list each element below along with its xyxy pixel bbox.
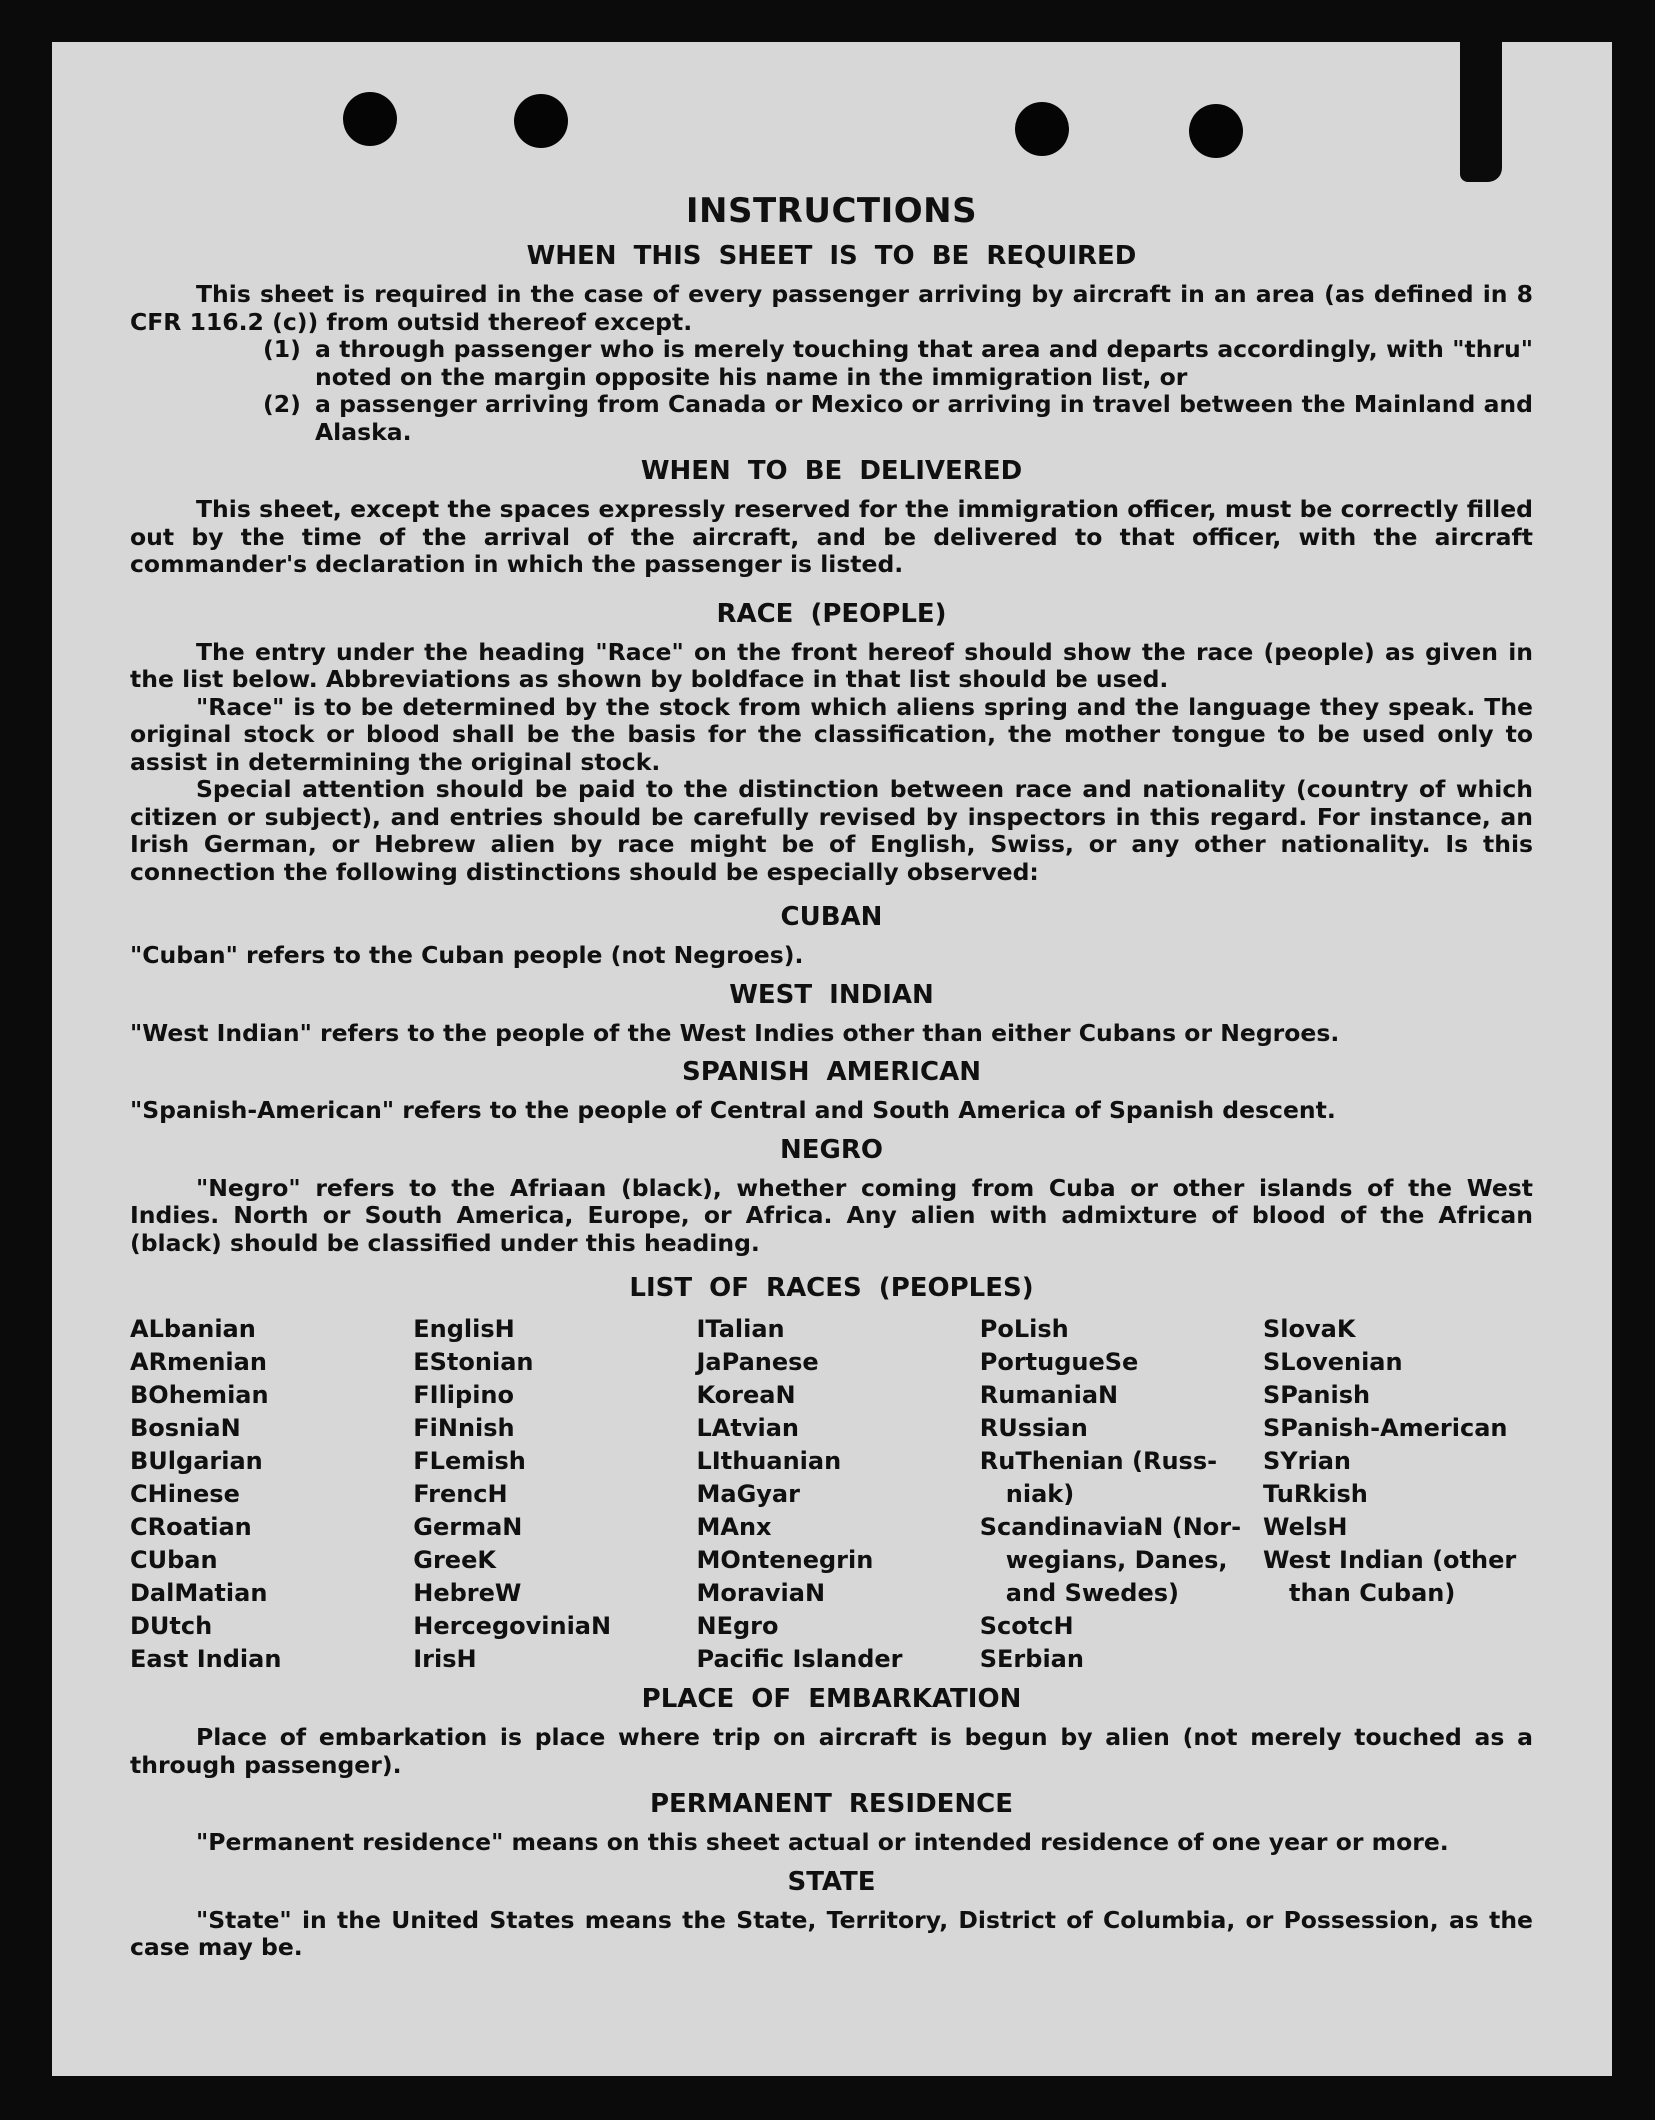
race-entry: wegians, Danes, — [1005, 1546, 1228, 1574]
item-text: a passenger arriving from Canada or Mexico or arriving in travel between the Mainland and Alaska. — [315, 390, 1533, 446]
exception-item — [263, 336, 1533, 391]
race-entry: SPanish — [1263, 1381, 1371, 1409]
race-entry: DUtch — [130, 1612, 213, 1640]
paragraph: "Cuban" refers to the Cuban people (not Negroes). — [130, 941, 804, 969]
race-entry: BUlgarian — [130, 1447, 263, 1475]
heading-spanish-american: SPANISH AMERICAN — [682, 1057, 981, 1087]
races-column — [130, 1313, 410, 1676]
race-entry: JaPanese — [696, 1348, 819, 1376]
instructions-content — [130, 147, 1533, 1962]
race-entry: East Indian — [130, 1645, 282, 1673]
race-entry: CUban — [130, 1546, 218, 1574]
race-entry: SPanish-American — [1263, 1414, 1508, 1442]
race-entry: SYrian — [1263, 1447, 1352, 1475]
race-entry: EStonian — [413, 1348, 534, 1376]
race-entry: BosniaN — [130, 1414, 241, 1442]
race-entry: West Indian (other — [1263, 1546, 1517, 1574]
races-column — [697, 1313, 977, 1676]
race-entry: FIlipino — [413, 1381, 515, 1409]
race-entry: CRoatian — [130, 1513, 252, 1541]
item-text: a through passenger who is merely touching that area and departs accordingly, with "thru" noted on the margin opposite his name in the immigration list, or — [315, 335, 1533, 391]
document-page — [52, 42, 1612, 2076]
race-entry: MAnx — [696, 1513, 772, 1541]
race-entry: niak) — [1005, 1480, 1075, 1508]
race-entry: RUssian — [979, 1414, 1088, 1442]
race-entry: MOntenegrin — [696, 1546, 874, 1574]
heading-when-delivered: WHEN TO BE DELIVERED — [640, 456, 1023, 486]
races-list — [130, 1313, 1533, 1676]
race-entry: DalMatian — [130, 1579, 268, 1607]
race-entry: PoLish — [979, 1315, 1069, 1343]
race-entry: NEgro — [696, 1612, 779, 1640]
race-entry: FiNnish — [413, 1414, 515, 1442]
paragraph: This sheet, except the spaces expressly reserved for the immigration officer, must be correctly filled out by the time of the arrival of the aircraft, and be delivered to that officer, with the aircraft commander's declaration in which the passenger is listed. — [130, 495, 1533, 578]
race-entry: LIthuanian — [696, 1447, 842, 1475]
paragraph: "West Indian" refers to the people of the West Indies other than either Cubans or Negroes. — [130, 1018, 1340, 1047]
paragraph: This sheet is required in the case of every passenger arriving by aircraft in an area (as defined in 8 CFR 116.2 (c)) from outsid thereof except. — [130, 280, 1533, 336]
race-entry: SErbian — [979, 1645, 1084, 1673]
race-entry: EnglisH — [413, 1315, 515, 1343]
race-entry: MaGyar — [696, 1480, 800, 1508]
paragraph: Special attention should be paid to the distinction between race and nationality (country of which citizen or subject), and entries should be carefully revised by inspectors in this regard. For instance, an Irish German, or Hebrew alien by race might be of English, Swiss, or any other nationality. Is this connection the following distinctions should be especially observed: — [130, 775, 1533, 886]
paragraph: The entry under the heading "Race" on the front hereof should show the race (people) as given in the list below. Abbreviations as shown by boldface in that list should be used. — [130, 637, 1533, 693]
heading-cuban: CUBAN — [780, 902, 883, 932]
race-entry: TuRkish — [1263, 1480, 1368, 1508]
race-entry: HercegoviniaN — [413, 1612, 612, 1640]
race-entry: WelsH — [1263, 1513, 1348, 1541]
race-entry: IrisH — [413, 1645, 477, 1673]
paragraph: "Spanish-American" refers to the people of Central and South America of Spanish descent. — [130, 1096, 1336, 1124]
races-column — [980, 1313, 1260, 1676]
heading-place-of-embarkation: PLACE OF EMBARKATION — [641, 1684, 1022, 1714]
item-number: (1) — [263, 335, 301, 363]
race-entry: HebreW — [413, 1579, 522, 1607]
race-entry: Pacific Islander — [696, 1645, 903, 1673]
race-entry: LAtvian — [696, 1414, 799, 1442]
race-entry: ITalian — [696, 1315, 785, 1343]
paragraph: "State" in the United States means the State, Territory, District of Columbia, or Possession, as the case may be. — [130, 1905, 1533, 1961]
race-entry: FLemish — [413, 1447, 526, 1475]
race-entry: SLovenian — [1263, 1348, 1403, 1376]
races-column — [1263, 1313, 1533, 1676]
heading-list-of-races: LIST OF RACES (PEOPLES) — [629, 1273, 1034, 1303]
race-entry: ScotcH — [979, 1612, 1074, 1640]
race-entry: than Cuban) — [1289, 1579, 1456, 1607]
race-entry: GermaN — [413, 1513, 523, 1541]
race-entry: ARmenian — [130, 1348, 267, 1376]
exception-item — [263, 391, 1533, 446]
race-entry: BOhemian — [130, 1381, 269, 1409]
race-entry: GreeK — [413, 1546, 496, 1574]
heading-when-required: WHEN THIS SHEET IS TO BE REQUIRED — [526, 241, 1137, 271]
race-entry: ScandinaviaN (Nor- — [979, 1513, 1242, 1541]
race-entry: RuThenian (Russ- — [979, 1447, 1218, 1475]
item-number: (2) — [263, 390, 301, 418]
race-entry: PortugueSe — [979, 1348, 1139, 1376]
heading-west-indian: WEST INDIAN — [729, 979, 934, 1010]
punch-hole — [514, 94, 568, 148]
page-title: INSTRUCTIONS — [685, 191, 978, 231]
heading-state: STATE — [787, 1866, 876, 1897]
races-column — [413, 1313, 693, 1676]
race-entry: KoreaN — [696, 1381, 796, 1409]
race-entry: ALbanian — [130, 1315, 256, 1343]
heading-permanent-residence: PERMANENT RESIDENCE — [649, 1789, 1014, 1819]
race-entry: FrencH — [413, 1480, 508, 1508]
race-entry: MoraviaN — [696, 1579, 826, 1607]
heading-race: RACE (PEOPLE) — [716, 598, 947, 629]
race-entry: and Swedes) — [1005, 1579, 1180, 1607]
paragraph: "Negro" refers to the Afriaan (black), whether coming from Cuba or other islands of the West Indies. North or South America, Europe, or Africa. Any alien with admixture of blood of the African (black) should be classified under this heading. — [130, 1173, 1533, 1257]
race-entry: RumaniaN — [979, 1381, 1119, 1409]
punch-hole — [343, 92, 397, 146]
paragraph: "Permanent residence" means on this sheet actual or intended residence of one year or more. — [196, 1828, 1449, 1856]
paragraph: Place of embarkation is place where trip on aircraft is begun by alien (not merely touched as a through passenger). — [130, 1723, 1533, 1779]
paragraph: "Race" is to be determined by the stock from which aliens spring and the language they speak. The original stock or blood shall be the basis for the classification, the mother tongue to be used only to assist in determining the original stock. — [130, 692, 1533, 776]
race-entry: CHinese — [130, 1480, 240, 1508]
race-entry: SlovaK — [1263, 1315, 1356, 1343]
heading-negro: NEGRO — [780, 1134, 883, 1165]
